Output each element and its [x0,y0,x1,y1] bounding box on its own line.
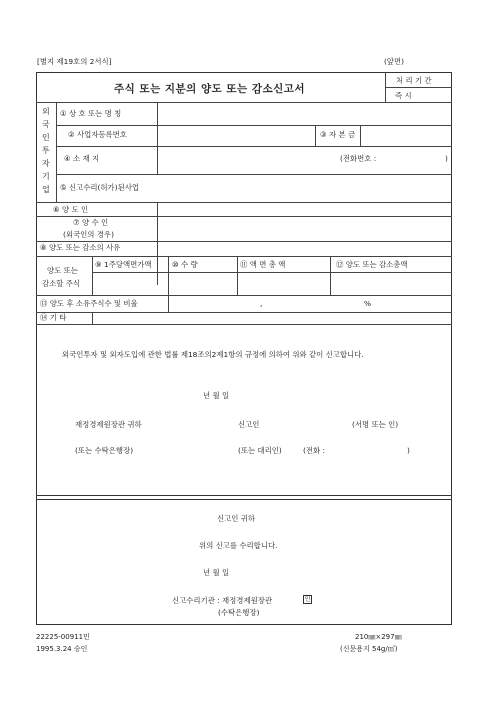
col-total-amount-header: ⑫ 양도 또는 감소총액 [336,260,408,269]
form-title: 주식 또는 지분의 양도 또는 감소신고서 [114,83,306,95]
declaration-statement: 외국인투자 및 외자도입에 관한 법률 제18조의2제1항의 규정에 의하여 위와 같이 신고합니다. [62,350,364,359]
declaration-addressee-alt: (또는 수탁은행장) [75,446,134,455]
seal-stamp-icon: 인 [304,596,311,603]
face-total-field[interactable] [238,273,330,294]
ownership-comma: , [260,299,263,308]
processing-period-label: 처 리 기 간 [396,76,432,85]
declaration-applicant: 신고인 [238,420,260,429]
col-par-value-header: ⑨ 1주당액면가액 [95,260,152,269]
declaration-date: 년 월 일 [203,391,230,400]
processing-period-value: 즉 시 [395,91,412,100]
approved-business-label: ⑤ 신고수리(허가)된사업 [60,183,139,192]
transferee-label: ⑦ 양 수 인 [73,218,109,227]
transferor-field[interactable] [158,203,451,215]
company-name-field[interactable] [158,103,451,125]
col-face-total-header: ⑪ 액 면 총 액 [240,260,286,269]
reason-label: ⑧ 양도 또는 감소의 사유 [40,243,121,252]
footer-approval: 1995.3.24 승인 [36,645,88,653]
other-label: ⑭ 기 타 [40,313,67,322]
declaration-sign: (서명 또는 인) [352,420,399,429]
acceptance-statement: 위의 신고를 수리합니다. [199,541,278,550]
quantity-field[interactable] [169,273,237,294]
footer-size: 210㎜×297㎜ [355,633,402,641]
approved-business-field[interactable] [158,175,451,201]
declaration-phone-open: (전화 : [303,446,326,455]
address-phone-open: (전화번호 : [340,154,377,163]
page-side-label: (앞면) [384,57,405,66]
stock-label-line2: 감소할 주식 [42,279,81,288]
par-value-field[interactable] [93,273,168,294]
ownership-field[interactable] [169,296,451,311]
acceptance-authority: 신고수리기관 : 재정경제원장관 [172,596,273,605]
footer-form-no: 22225-00911민 [36,633,90,641]
company-name-label: ① 상 호 또는 명 칭 [60,109,122,118]
ownership-label: ⑬ 양도 후 소유주식수 및 비율 [40,299,138,308]
acceptance-date: 년 월 일 [203,568,230,577]
business-reg-no-field[interactable] [158,126,314,146]
ownership-percent: % [364,299,372,308]
capital-field[interactable] [361,126,451,146]
stock-label-line1: 양도 또는 [47,266,78,275]
address-label: ④ 소 재 지 [64,154,100,163]
reason-field[interactable] [158,242,451,256]
acceptance-authority-alt: (수탁은행장) [218,608,260,617]
transferee-field[interactable] [158,217,451,240]
address-phone-close: ) [445,154,448,163]
side-group-label: 외 국 인 투 자 기 업 [42,107,50,194]
transferor-label: ⑥ 양 도 인 [53,205,89,214]
footer-paper: (신문용지 54g/㎡) [340,645,398,653]
address-field[interactable] [158,147,338,173]
acceptance-to: 신고인 귀하 [217,514,256,523]
other-field[interactable] [93,313,451,323]
declaration-addressee: 재정경제원장관 귀하 [75,420,142,429]
col-quantity-header: ⑩ 수 량 [172,260,198,269]
transferee-note: (외국인의 경우) [63,230,114,239]
business-reg-no-label: ② 사업자등록번호 [68,130,127,139]
form-code: [별지 제19호의 2서식] [37,57,112,66]
declaration-phone-close: ) [407,446,410,455]
capital-label: ③ 자 본 금 [320,130,356,139]
total-amount-field[interactable] [331,273,451,294]
declaration-agent: (또는 대리인) [238,446,282,455]
